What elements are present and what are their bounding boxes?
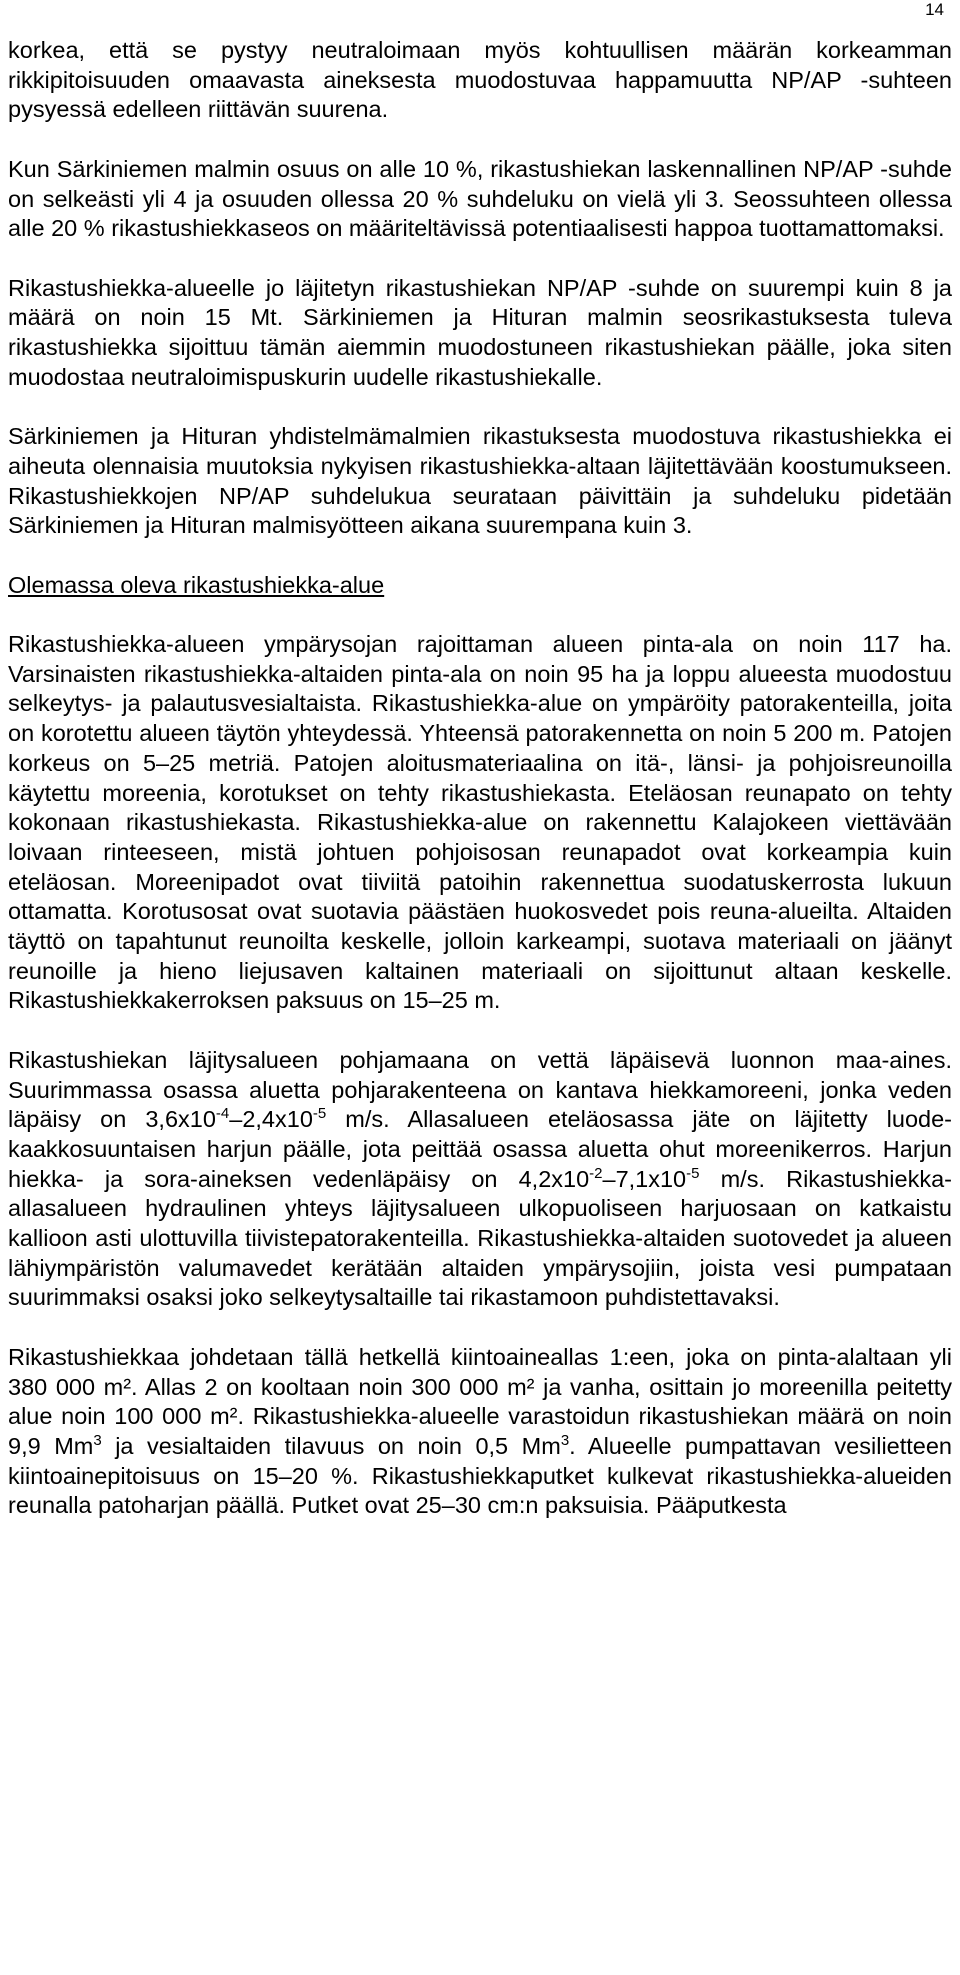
superscript: -5 bbox=[686, 1164, 700, 1182]
superscript: 3 bbox=[93, 1431, 102, 1449]
text-run: Rikastushiekkaa johdetaan tällä hetkellä kiintoaineallas 1:een, joka on pinta-alaltaan yli 380 000 m². Allas 2 on kooltaan noin 300 000 m² ja vanha, osittain jo moreenilla peitetty alue noin 100 000 m². Rikastushiekka-alueelle varastoidun rikastushiekan määrä on noin 9,9 Mm bbox=[8, 1343, 952, 1459]
text-run: –7,1x10 bbox=[602, 1165, 687, 1192]
text-run: Rikastushiekka-alueen ympärysojan rajoittaman alueen pinta-ala on noin 117 ha. Varsinaisten rikastushiekka-altaiden pinta-ala on noin 95 ha ja loppu alueesta muodostuu selkeytys- ja palautusvesialtaista. Rikastushiekka-alue on ympäröity patorakenteilla, joita on korotettu alueen täytön yhteydessä. Yhteensä patorakennetta on noin 5 200 m. Patojen korkeus on 5–25 metriä. Patojen aloitusmateriaalina on itä-, länsi- ja pohjoisreunoilla käytettu moreenia, korotukset on tehty rikastushiekasta. Eteläosan reunapato on tehty kokonaan rikastushiekasta. Rikastushiekka-alue on rakennettu Kalajokeen viettävään loivaan rinteeseen, mistä johtuen pohjoisosan reunapadot ovat korkeampia kuin eteläosan. Moreenipadot ovat tiiviitä patoihin rakennettua suodatuskerrosta lukuun ottamatta. Korotusosat ovat suotavia päästäen huokosvedet pois reuna-alueilta. Altaiden täyttö on tapahtunut reunoilta keskelle, jolloin karkeampi, suotava materiaali on jäänyt reunoille ja hieno liejusaven kaltainen materiaali on sijoittunut altaan keskelle. Rikastushiekkakerroksen paksuus on 15–25 m. bbox=[8, 630, 952, 1014]
paragraph bbox=[8, 36, 952, 125]
superscript: -2 bbox=[589, 1164, 603, 1182]
page-number: 14 bbox=[925, 0, 944, 19]
text-run: Rikastushiekan läjitysalueen pohjamaana on vettä läpäisevä luonnon maa-aines. Suurimmassa osassa aluetta pohjarakenteena on kantava hiekkamoreeni, jonka veden läpäisy on 3,6x10 bbox=[8, 1046, 952, 1133]
superscript: -5 bbox=[312, 1105, 327, 1123]
paragraphs-bottom bbox=[8, 630, 952, 1521]
superscript: 3 bbox=[560, 1431, 570, 1449]
text-run: m/s. Allasalueen eteläosassa jäte on läjitetty luode-kaakkosuuntaisen harjun päälle, jota peittää osassa aluetta ohut moreenikerros. Harjun hiekka- ja sora-aineksen vedenläpäisy on 4,2x10 bbox=[8, 1106, 952, 1192]
text-run: –2,4x10 bbox=[229, 1106, 313, 1133]
section-heading: Olemassa oleva rikastushiekka-alue bbox=[8, 571, 385, 598]
superscript: -4 bbox=[215, 1105, 230, 1123]
document-body bbox=[8, 36, 952, 1551]
paragraph bbox=[8, 155, 952, 244]
text-run: m/s. Rikastushiekka-allasalueen hydraulinen yhteys läjitysalueen ulkopuoliseen harjuosaan on katkaistu kallioon asti ulottuvilla tiivistepatorakenteilla. Rikastushiekka-altaiden suotovedet ja alueen lähiympäristön valumavedet kerätään altaiden ympärysojiin, joista vesi pumpataan suurimmaksi osaksi joko selkeytysaltaille tai rikastamoon puhdistettavaksi. bbox=[8, 1165, 952, 1311]
paragraph bbox=[8, 1343, 952, 1521]
text-run: Kun Särkiniemen malmin osuus on alle 10 %, rikastushiekan laskennallinen NP/AP -suhde on selkeästi yli 4 ja osuuden ollessa 20 % suhdeluku on vielä yli 3. Seossuhteen ollessa alle 20 % rikastushiekkaseos on määriteltävissä potentiaalisesti happoa tuottamattomaksi. bbox=[8, 155, 952, 242]
paragraph bbox=[8, 422, 952, 541]
text-run: korkea, että se pystyy neutraloimaan myös kohtuullisen määrän korkeamman rikkipitoisuuden omaavasta aineksesta muodostuvaa happamuutta NP/AP -suhteen pysyessä edelleen riittävän suurena. bbox=[8, 37, 952, 123]
text-run: Särkiniemen ja Hituran yhdistelmämalmien rikastuksesta muodostuva rikastushiekka ei aiheuta olennaisia muutoksia nykyisen rikastushiekka-altaan läjitettävään koostumukseen. Rikastushiekkojen NP/AP suhdelukua seurataan päivittäin ja suhdeluku pidetään Särkiniemen ja Hituran malmisyötteen aikana suurempana kuin 3. bbox=[8, 423, 952, 539]
text-run: Rikastushiekka-alueelle jo läjitetyn rikastushiekan NP/AP -suhde on suurempi kuin 8 ja määrä on noin 15 Mt. Särkiniemen ja Hituran malmin seosrikastuksesta tuleva rikastushiekka sijoittuu tämän aiemmin muodostuneen rikastushiekan päälle, joka siten muodostaa neutraloimispuskurin uudelle rikastushiekalle. bbox=[8, 274, 952, 390]
paragraph bbox=[8, 630, 952, 1016]
paragraph bbox=[8, 1046, 952, 1313]
text-run: . Alueelle pumpattavan vesilietteen kiintoainepitoisuus on 15–20 %. Rikastushiekkaputket kulkevat rikastushiekka-alueiden reunalla patoharjan päällä. Putket ovat 25–30 cm:n paksuisia. Pääputkesta bbox=[8, 1432, 953, 1519]
text-run: ja vesialtaiden tilavuus on noin 0,5 Mm bbox=[101, 1432, 561, 1459]
paragraph bbox=[8, 274, 952, 393]
paragraphs-top bbox=[8, 36, 952, 541]
